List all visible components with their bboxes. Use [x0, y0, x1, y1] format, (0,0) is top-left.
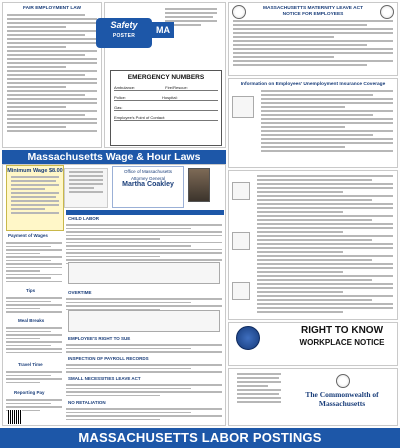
- child-labor-table: [68, 262, 220, 284]
- maternity-leave-panel: [228, 2, 398, 76]
- maternity-seal-right: [380, 5, 394, 19]
- emergency-numbers-box: [110, 70, 222, 146]
- section-tips: Tips: [26, 288, 36, 293]
- minimum-wage-box: [6, 165, 64, 231]
- wage-hour-banner: Massachusetts Wage & Hour Laws: [2, 150, 226, 164]
- logo-sub: POSTER: [112, 33, 136, 39]
- section-no-retaliation: NO RETALIATION: [68, 400, 106, 405]
- maternity-subtitle: NOTICE FOR EMPLOYEES: [282, 12, 344, 17]
- maternity-seal: [232, 5, 246, 19]
- poster-bottom-title: MASSACHUSETTS LABOR POSTINGS: [0, 428, 400, 448]
- attorney-general-box: [112, 166, 184, 208]
- fair-employment-panel: [2, 2, 102, 148]
- qr-code-icon: [8, 410, 22, 424]
- notice-panel: [228, 170, 398, 320]
- section-payroll: INSPECTION OF PAYROLL RECORDS: [68, 356, 149, 361]
- state-badge: MA: [152, 22, 174, 38]
- unemployment-title: Information on Employees' Unemployment Insurance Coverage: [240, 82, 386, 87]
- right-to-know-title: [292, 325, 392, 353]
- section-overtime: OVERTIME: [68, 290, 92, 295]
- logo-main: Safety: [110, 20, 138, 30]
- section-right-to-sue: EMPLOYEE'S RIGHT TO SUE: [68, 336, 131, 341]
- section-travel: Travel Time: [18, 362, 43, 367]
- fair-employment-title: FAIR EMPLOYMENT LAW: [22, 6, 82, 11]
- overtime-table: [68, 310, 220, 332]
- section-child-labor: CHILD LABOR: [68, 216, 99, 221]
- notice-icon-3: [232, 282, 250, 300]
- commonwealth-title: The Commonwealth of Massachusetts: [305, 390, 379, 408]
- notice-icon-1: [232, 182, 250, 200]
- section-small-necessities: SMALL NECESSITIES LEAVE ACT: [68, 376, 141, 381]
- emergency-title: EMERGENCY NUMBERS: [127, 74, 205, 81]
- child-labor-bar: [66, 210, 224, 215]
- commonwealth-box: [292, 374, 392, 414]
- notice-icon-2: [232, 232, 250, 250]
- office-line2: Attorney General: [130, 176, 166, 181]
- office-line1: Office of Massachusetts: [124, 169, 172, 174]
- section-reporting: Reporting Pay: [14, 390, 45, 395]
- safety-poster-logo: [96, 18, 152, 48]
- section-meal: Meal Breaks: [18, 318, 45, 323]
- attorney-general-name: Martha Coakley: [122, 181, 174, 188]
- massachusetts-seal: [236, 326, 260, 350]
- emergency-field-ambulance: Ambulance: Fire/Rescue:: [114, 85, 218, 91]
- maternity-title: MASSACHUSETTS MATERNITY LEAVE ACT: [262, 6, 364, 11]
- rtk-line2: WORKPLACE NOTICE: [299, 338, 385, 347]
- emergency-field-police: Police: Hospital:: [114, 95, 218, 101]
- rtk-line1: RIGHT TO KNOW: [300, 325, 384, 336]
- section-payment: Payment of Wages: [8, 233, 48, 238]
- emergency-field-gas: Gas:: [114, 105, 218, 111]
- commonwealth-seal: [336, 374, 350, 388]
- emergency-field-contact: Employee's Point of Contact:: [114, 115, 218, 121]
- attorney-general-photo: [188, 168, 210, 202]
- payroll-table: [64, 168, 108, 208]
- unemployment-panel: [228, 78, 398, 168]
- minimum-wage-label: Minimum Wage $8.00: [7, 168, 63, 174]
- unemployment-icon: [232, 96, 254, 118]
